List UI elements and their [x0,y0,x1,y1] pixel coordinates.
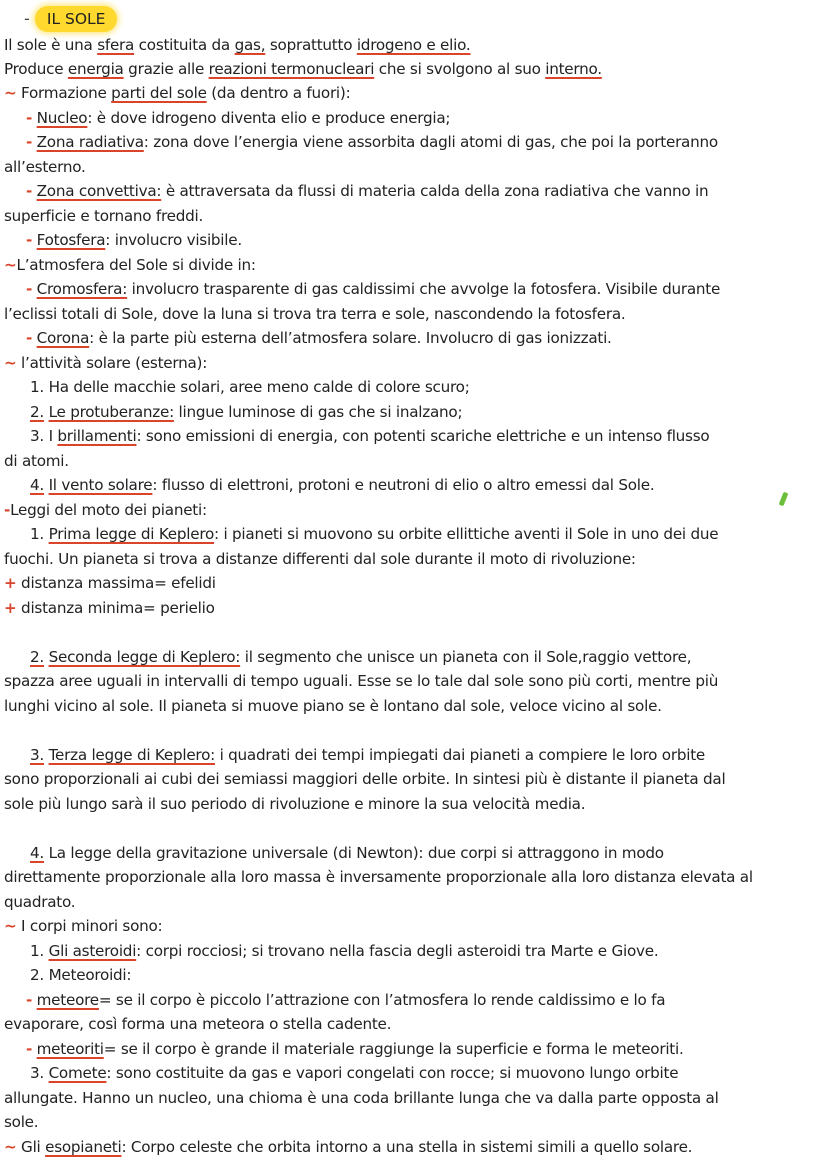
corona-item: - Corona: è la parte più esterna dell’atmosfera solare. Involucro di gas ionizzati. [26,329,612,347]
prima-legge-cont: fuochi. Un pianeta si trova a distanze differenti dal sole durante il moto di rivoluzione: [4,550,636,568]
meteore-cont: evaporare, così forma una meteora o stella cadente. [4,1015,392,1033]
comete-cont-2: sole. [4,1113,39,1131]
comete-item: 3. Comete: sono costituite da gas e vapori congelati con rocce; si muovono lungo orbite [30,1064,679,1082]
distanza-massima: + distanza massima= efelidi [4,574,216,592]
zona-radiativa-item: - Zona radiativa: zona dove l’energia viene assorbita dagli atomi di gas, che poi la porteranno [26,133,718,151]
gravitazione-cont-1: direttamente proporzionale alla loro massa è inversamente proporzionale alla loro distanza elevata al [4,868,753,886]
comete-cont-1: allungate. Hanno un nucleo, una chioma è una coda brillante lunga che va dalla parte opposta al [4,1089,719,1107]
tilde-marker: ~ [4,354,17,372]
seconda-legge-item: 2. Seconda legge di Keplero: il segmento che unisce un pianeta con il Sole,raggio vettore, [30,648,692,666]
tilde-marker: ~ [4,256,17,274]
terza-legge-cont-2: sole più lungo sarà il suo periodo di rivoluzione e minore la sua velocità media. [4,795,586,813]
corpi-heading: ~ I corpi minori sono: [4,917,163,935]
distanza-minima: + distanza minima= perielio [4,599,215,617]
prima-legge-item: 1. Prima legge di Keplero: i pianeti si muovono su orbite ellittiche aventi il Sole in uno dei due [30,525,719,543]
zona-convettiva-item: - Zona convettiva: è attraversata da flussi di materia calda della zona radiativa che vanno in [26,182,709,200]
formazione-heading: ~ Formazione parti del sole (da dentro a fuori): [4,84,351,102]
intro-line-2: Produce energia grazie alle reazioni termonucleari che si svolgono al suo interno. [4,60,602,78]
brillamenti-cont: di atomi. [4,452,69,470]
vento-solare-item: 4. Il vento solare: flusso di elettroni, protoni e neutroni di elio o altro emessi dal Sole. [30,476,655,494]
meteore-item: - meteore= se il corpo è piccolo l’attrazione con l’atmosfera lo rende caldissimo e lo fa [26,991,666,1009]
meteoroidi-item: 2. Meteoroidi: [30,966,132,984]
nucleo-item: - Nucleo: è dove idrogeno diventa elio e produce energia; [26,109,451,127]
seconda-legge-cont-2: lunghi vicino al sole. Il pianeta si muove piano se è lontano dal sole, veloce vicino al sole. [4,697,662,715]
dash-marker: - [4,501,11,519]
terza-legge-cont-1: sono proporzionali ai cubi dei semiassi maggiori delle orbite. In sintesi più è distante il pianeta dal [4,770,726,788]
seconda-legge-cont-1: spazza aree uguali in intervalli di tempo uguali. Esse se lo tale dal sole sono più corti, mentre più [4,672,719,690]
meteoriti-item: - meteoriti= se il corpo è grande il materiale raggiunge la superficie e forma le meteoriti. [26,1040,684,1058]
gravitazione-cont-2: quadrato. [4,893,76,911]
terza-legge-item: 3. Terza legge di Keplero: i quadrati dei tempi impiegati dai pianeti a compiere le loro orbite [30,746,705,764]
macchie-item: 1. Ha delle macchie solari, aree meno calde di colore scuro; [30,378,470,396]
attivita-heading: ~ l’attività solare (esterna): [4,354,208,372]
fotosfera-item: - Fotosfera: involucro visibile. [26,231,242,249]
zona-radiativa-cont: all’esterno. [4,158,86,176]
esopianeti-item: ~ Gli esopianeti: Corpo celeste che orbita intorno a una stella in sistemi simili a quello solare. [4,1138,693,1156]
asteroidi-item: 1. Gli asteroidi: corpi rocciosi; si trovano nella fascia degli asteroidi tra Marte e Giove. [30,942,659,960]
keplero-heading: -Leggi del moto dei pianeti: [4,501,207,519]
zona-convettiva-cont: superficie e tornano freddi. [4,207,204,225]
cromosfera-item: - Cromosfera: involucro trasparente di gas caldissimi che avvolge la fotosfera. Visibile durante [26,280,721,298]
protuberanze-item: 2. Le protuberanze: lingue luminose di gas che si inalzano; [30,403,463,421]
title-highlight: IL SOLE [35,6,118,32]
atmosfera-heading: ~L’atmosfera del Sole si divide in: [4,256,256,274]
title [24,6,117,32]
brillamenti-item: 3. I brillamenti: sono emissioni di energia, con potenti scariche elettriche e un intenso flusso [30,427,710,445]
title-dash: - [24,9,30,28]
tilde-marker: ~ [4,917,17,935]
gravitazione-item: 4. La legge della gravitazione universale (di Newton): due corpi si attraggono in modo [30,844,664,862]
tilde-marker: ~ [4,1138,17,1156]
intro-line-1: Il sole è una sfera costituita da gas, soprattutto idrogeno e elio. [4,36,471,54]
cromosfera-cont: l’eclissi totali di Sole, dove la luna si trova tra terra e sole, nascondendo la fotosfera. [4,305,626,323]
tilde-marker: ~ [4,84,17,102]
